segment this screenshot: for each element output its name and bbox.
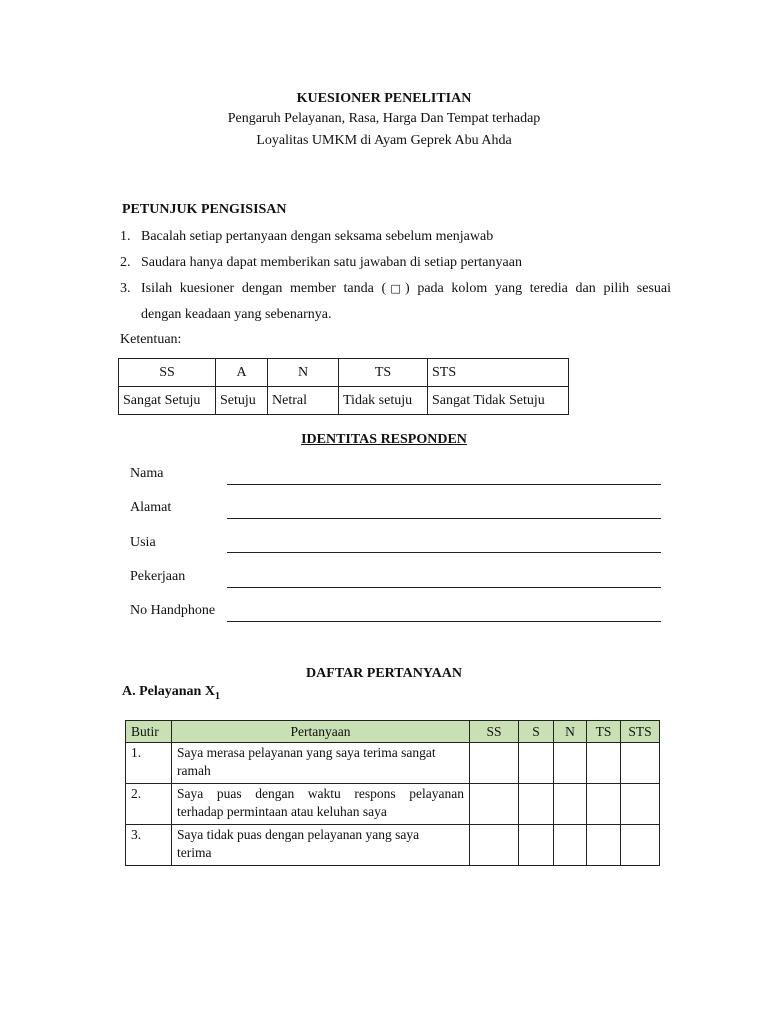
answer-cell-ss[interactable]	[470, 743, 519, 784]
instruction-number: 2.	[120, 255, 131, 270]
answer-cell-ss[interactable]	[470, 784, 519, 825]
answer-cell-ss[interactable]	[470, 825, 519, 866]
petunjuk-heading: PETUNJUK PENGISISAN	[122, 202, 287, 217]
instruction-item-2	[120, 254, 655, 272]
table-row	[126, 743, 660, 784]
instruction-text-continued: dengan keadaan yang sebenarnya.	[141, 307, 332, 322]
question-text	[172, 743, 470, 784]
ketentuan-meaning: Sangat Tidak Setuju	[428, 387, 569, 415]
question-line2: terima	[177, 845, 212, 860]
table-row	[126, 784, 660, 825]
table-row	[126, 825, 660, 866]
section-a-subscript: 1	[214, 690, 220, 702]
answer-cell-ts[interactable]	[587, 743, 621, 784]
ketentuan-meaning: Setuju	[216, 387, 268, 415]
instruction-text: Bacalah setiap pertanyaan dengan seksama sebelum menjawab	[141, 229, 494, 244]
header-sts: STS	[621, 721, 660, 743]
question-line2: terhadap permintaan atau keluhan saya	[177, 804, 387, 819]
question-line1: Saya merasa pelayanan yang saya terima sangat	[177, 745, 436, 760]
header-pertanyaan: Pertanyaan	[172, 721, 470, 743]
field-label-pekerjaan: Pekerjaan	[130, 569, 186, 584]
ketentuan-code: A	[216, 359, 268, 387]
header-ss: SS	[470, 721, 519, 743]
header-ts: TS	[587, 721, 621, 743]
answer-cell-n[interactable]	[554, 784, 587, 825]
answer-cell-ts[interactable]	[587, 825, 621, 866]
row-number: 2.	[126, 784, 172, 825]
ketentuan-meaning: Netral	[268, 387, 339, 415]
ketentuan-label: Ketentuan:	[120, 332, 182, 347]
ketentuan-meanings-row	[119, 387, 569, 415]
answer-cell-ts[interactable]	[587, 784, 621, 825]
instruction-item-3-continued	[120, 306, 655, 324]
field-line-nama[interactable]	[227, 484, 661, 485]
instruction-number: 3.	[120, 281, 131, 296]
field-line-usia[interactable]	[227, 552, 661, 553]
question-line1: Saya puas dengan waktu respons pelayanan	[177, 786, 464, 801]
instruction-text-after: ) pada kolom yang teredia dan pilih sesuai	[404, 281, 672, 296]
daftar-heading: DAFTAR PERTANYAAN	[306, 666, 462, 681]
answer-cell-sts[interactable]	[621, 784, 660, 825]
document-subtitle-line2: Loyalitas UMKM di Ayam Geprek Abu Ahda	[256, 133, 512, 148]
field-label-nama: Nama	[130, 466, 164, 481]
answer-cell-sts[interactable]	[621, 825, 660, 866]
answer-cell-s[interactable]	[519, 743, 554, 784]
instruction-text-before: Isilah kuesioner dengan member tanda (	[141, 281, 387, 296]
field-line-no-handphone[interactable]	[227, 621, 661, 622]
instruction-item-1	[120, 228, 655, 246]
instruction-item-3	[120, 280, 672, 298]
instruction-text: Saudara hanya dapat memberikan satu jawaban di setiap pertanyaan	[141, 255, 522, 270]
answer-cell-s[interactable]	[519, 825, 554, 866]
ketentuan-meaning: Tidak setuju	[339, 387, 428, 415]
answer-cell-n[interactable]	[554, 743, 587, 784]
row-number: 3.	[126, 825, 172, 866]
header-s: S	[519, 721, 554, 743]
question-table-header	[126, 721, 660, 743]
answer-cell-s[interactable]	[519, 784, 554, 825]
ketentuan-code: STS	[428, 359, 569, 387]
header-butir: Butir	[126, 721, 172, 743]
document-subtitle-line1: Pengaruh Pelayanan, Rasa, Harga Dan Tempat terhadap	[227, 111, 541, 126]
ketentuan-meaning: Sangat Setuju	[119, 387, 216, 415]
ketentuan-code: TS	[339, 359, 428, 387]
field-label-alamat: Alamat	[130, 500, 172, 515]
question-text	[172, 784, 470, 825]
question-text	[172, 825, 470, 866]
ketentuan-codes-row	[119, 359, 569, 387]
field-line-alamat[interactable]	[227, 518, 661, 519]
checkbox-symbol-icon: □	[386, 282, 405, 295]
answer-cell-n[interactable]	[554, 825, 587, 866]
question-line1: Saya tidak puas dengan pelayanan yang saya	[177, 827, 420, 842]
question-table	[125, 720, 660, 866]
ketentuan-code: N	[268, 359, 339, 387]
row-number: 1.	[126, 743, 172, 784]
question-line2: ramah	[177, 763, 211, 778]
header-n: N	[554, 721, 587, 743]
identitas-heading: IDENTITAS RESPONDEN	[301, 432, 467, 447]
field-label-usia: Usia	[130, 535, 156, 550]
ketentuan-table	[118, 358, 569, 415]
instruction-number: 1.	[120, 229, 131, 244]
answer-cell-sts[interactable]	[621, 743, 660, 784]
ketentuan-code: SS	[119, 359, 216, 387]
section-a-title: A. Pelayanan X	[122, 684, 215, 699]
instruction-text	[141, 280, 671, 298]
section-a-heading	[122, 684, 220, 702]
document-title: KUESIONER PENELITIAN	[296, 91, 472, 106]
field-line-pekerjaan[interactable]	[227, 587, 661, 588]
field-label-no-handphone: No Handphone	[130, 603, 216, 618]
